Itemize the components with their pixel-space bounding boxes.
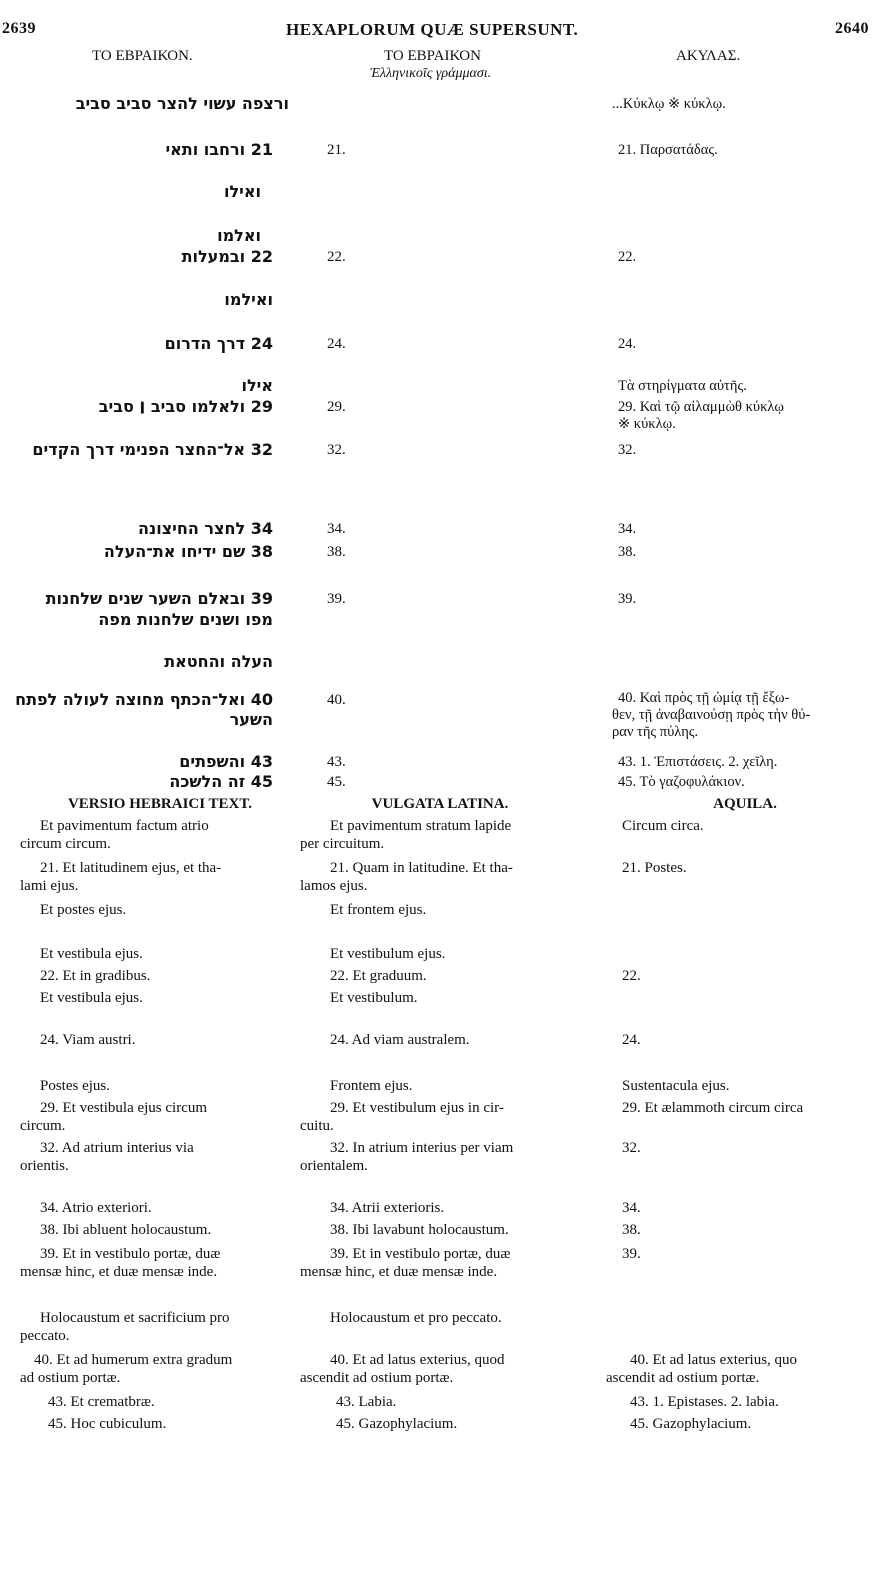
latin-line: Holocaustum et sacrificium pro: [40, 1310, 230, 1326]
latin-line: 21. Postes.: [622, 860, 687, 876]
aquila-line: 40. Καὶ πρὸς τῇ ὠμίᾳ τῇ ἔξω-: [618, 690, 790, 706]
latin-line: 43. Et crematbræ.: [48, 1394, 155, 1410]
latin-line: orientalem.: [300, 1158, 368, 1174]
verse-number: 21.: [327, 142, 346, 158]
latin-line: lamos ejus.: [300, 878, 368, 894]
latin-line: 38. Ibi abluent holocaustum.: [40, 1222, 212, 1238]
latin-line: 38.: [622, 1222, 641, 1238]
hebrew-line: 34 לחצר החיצונה: [137, 519, 273, 538]
verse-number: 43.: [327, 754, 346, 770]
latin-line: Frontem ejus.: [330, 1078, 413, 1094]
page-number-right: 2640: [835, 20, 869, 37]
latin-line: ad ostium portæ.: [20, 1370, 121, 1386]
hebrew-line: ואילמו: [224, 290, 273, 309]
latin-line: 29. Et ælammoth circum circa: [622, 1100, 804, 1116]
latin-line: orientis.: [20, 1158, 69, 1174]
hebrew-line: 43 והשפתים: [179, 752, 273, 771]
column-subheader: Ἑλληνικοῖς γράμμασι.: [370, 66, 492, 81]
latin-line: per circuitum.: [300, 836, 385, 852]
latin-line: mensæ hinc, et duæ mensæ inde.: [20, 1264, 218, 1280]
verse-number: 24.: [327, 336, 346, 352]
column-header-hebrew-greek-letters: ΤΟ ΕΒΡΑΙΚΟΝ: [384, 48, 481, 64]
latin-line: Et frontem ejus.: [330, 902, 427, 918]
latin-line: 38. Ibi lavabunt holocaustum.: [330, 1222, 509, 1238]
latin-line: 22.: [622, 968, 641, 984]
aquila-line: 43. 1. Ἐπιστάσεις. 2. χεῖλη.: [618, 754, 778, 770]
aquila-line: 22.: [618, 249, 637, 265]
verse-number: 22.: [327, 249, 346, 265]
latin-line: Holocaustum et pro peccato.: [330, 1310, 502, 1326]
latin-line: Et postes ejus.: [40, 902, 127, 918]
latin-line: 45. Hoc cubiculum.: [48, 1416, 167, 1432]
verse-number: 34.: [327, 521, 346, 537]
aquila-line: ...Κύκλῳ ※ κύκλῳ.: [612, 96, 726, 112]
latin-line: 34. Atrio exteriori.: [40, 1200, 152, 1216]
latin-line: 39. Et in vestibulo portæ, duæ: [330, 1246, 511, 1262]
hebrew-line: 38 שם ידיחו את־העלה: [103, 542, 273, 561]
hebrew-line: 40 ואל־הכתף מחוצה לעולה לפתח: [15, 690, 273, 709]
aquila-line: 21. Παρσατάδας.: [618, 142, 718, 158]
aquila-line: θεν, τῇ ἀναβαινούσῃ πρὸς τὴν θύ-: [612, 707, 811, 723]
hebrew-line: 22 ובמעלות: [181, 247, 273, 266]
verse-number: 32.: [327, 442, 346, 458]
latin-line: Circum circa.: [622, 818, 704, 834]
verse-number: 40.: [327, 692, 346, 708]
hebrew-line: 29 ולאלמו סביב ׀ סביב: [98, 397, 273, 416]
aquila-line: ραν τῆς πύλης.: [612, 724, 699, 740]
latin-line: 22. Et graduum.: [330, 968, 427, 984]
latin-line: 40. Et ad latus exterius, quod: [330, 1352, 505, 1368]
latin-line: 32. Ad atrium interius via: [40, 1140, 194, 1156]
aquila-line: 45. Τὸ γαζοφυλάκιον.: [618, 774, 745, 790]
hebrew-line: 39 ובאלם השער שנים שלחנות: [45, 589, 273, 608]
aquila-line: Τὰ στηρίγματα αὐτῆς.: [618, 378, 747, 394]
latin-line: Et pavimentum factum atrio: [40, 818, 209, 834]
aquila-line: ※ κύκλῳ.: [618, 416, 676, 432]
latin-line: cuitu.: [300, 1118, 334, 1134]
latin-line: 32. In atrium interius per viam: [330, 1140, 514, 1156]
latin-line: circum circum.: [20, 836, 111, 852]
latin-line: 43. 1. Epistases. 2. labia.: [630, 1394, 779, 1410]
running-title: HEXAPLORUM QUÆ SUPERSUNT.: [286, 20, 579, 39]
latin-line: lami ejus.: [20, 878, 79, 894]
latin-header-aquila: AQUILA.: [713, 796, 777, 812]
latin-line: circum.: [20, 1118, 66, 1134]
latin-line: 24. Ad viam australem.: [330, 1032, 470, 1048]
latin-line: Et vestibulum ejus.: [330, 946, 446, 962]
aquila-line: 24.: [618, 336, 637, 352]
latin-line: Et pavimentum stratum lapide: [330, 818, 512, 834]
latin-line: ascendit ad ostium portæ.: [300, 1370, 454, 1386]
latin-line: 29. Et vestibula ejus circum: [40, 1100, 208, 1116]
latin-line: 32.: [622, 1140, 641, 1156]
page-number-left: 2639: [2, 20, 36, 37]
verse-number: 39.: [327, 591, 346, 607]
latin-line: 29. Et vestibulum ejus in cir-: [330, 1100, 504, 1116]
latin-line: 45. Gazophylacium.: [630, 1416, 752, 1432]
aquila-line: 29. Καὶ τῷ αἰλαμμὼθ κύκλῳ: [618, 399, 784, 415]
aquila-line: 39.: [618, 591, 637, 607]
latin-line: Et vestibula ejus.: [40, 990, 143, 1006]
latin-line: 24.: [622, 1032, 641, 1048]
aquila-line: 32.: [618, 442, 637, 458]
hebrew-line: ואילו: [223, 182, 261, 201]
latin-line: Et vestibulum.: [330, 990, 418, 1006]
hebrew-line: 24 דרך הדרום: [164, 334, 273, 353]
latin-line: 39.: [622, 1246, 641, 1262]
verse-number: 45.: [327, 774, 346, 790]
hebrew-line: ורצפה עשוי להצר סביב סביב: [75, 94, 289, 113]
hebrew-line: השער: [229, 710, 273, 729]
latin-line: ascendit ad ostium portæ.: [606, 1370, 760, 1386]
latin-line: 40. Et ad latus exterius, quo: [630, 1352, 798, 1368]
latin-line: 45. Gazophylacium.: [336, 1416, 458, 1432]
column-header-hebrew: ΤΟ ΕΒΡΑΙΚΟΝ.: [92, 48, 193, 64]
latin-line: mensæ hinc, et duæ mensæ inde.: [300, 1264, 498, 1280]
latin-header-version: VERSIO HEBRAICI TEXT.: [67, 796, 253, 812]
hebrew-line: 45 זה הלשכה: [169, 772, 273, 791]
hebrew-line: העלה והחטאת: [164, 652, 273, 671]
latin-line: 21. Quam in latitudine. Et tha-: [330, 860, 513, 876]
latin-line: 40. Et ad humerum extra gradum: [34, 1352, 233, 1368]
hebrew-line: 21 ורחבו ותאי: [165, 140, 273, 159]
column-header-aquila: ΑΚΥΛΑΣ.: [676, 48, 741, 64]
verse-number: 38.: [327, 544, 346, 560]
latin-line: peccato.: [20, 1328, 70, 1344]
latin-header-vulgate: VULGATA LATINA.: [371, 796, 509, 812]
latin-line: Postes ejus.: [40, 1078, 111, 1094]
latin-line: 39. Et in vestibulo portæ, duæ: [40, 1246, 221, 1262]
hebrew-line: ואלמו: [217, 226, 261, 245]
aquila-line: 38.: [618, 544, 637, 560]
latin-line: 34.: [622, 1200, 641, 1216]
hebrew-line: אילו: [241, 376, 273, 395]
verse-number: 29.: [327, 399, 346, 415]
latin-line: 24. Viam austri.: [40, 1032, 136, 1048]
latin-line: Et vestibula ejus.: [40, 946, 143, 962]
hebrew-line: מפו ושנים שלחנות מפה: [98, 610, 273, 629]
latin-line: 22. Et in gradibus.: [40, 968, 151, 984]
latin-line: Sustentacula ejus.: [622, 1078, 730, 1094]
hebrew-line: 32 אל־החצר הפנימי דרך הקדים: [32, 440, 273, 459]
aquila-line: 34.: [618, 521, 637, 537]
latin-line: 43. Labia.: [336, 1394, 397, 1410]
latin-line: 21. Et latitudinem ejus, et tha-: [40, 860, 222, 876]
latin-line: 34. Atrii exterioris.: [330, 1200, 445, 1216]
